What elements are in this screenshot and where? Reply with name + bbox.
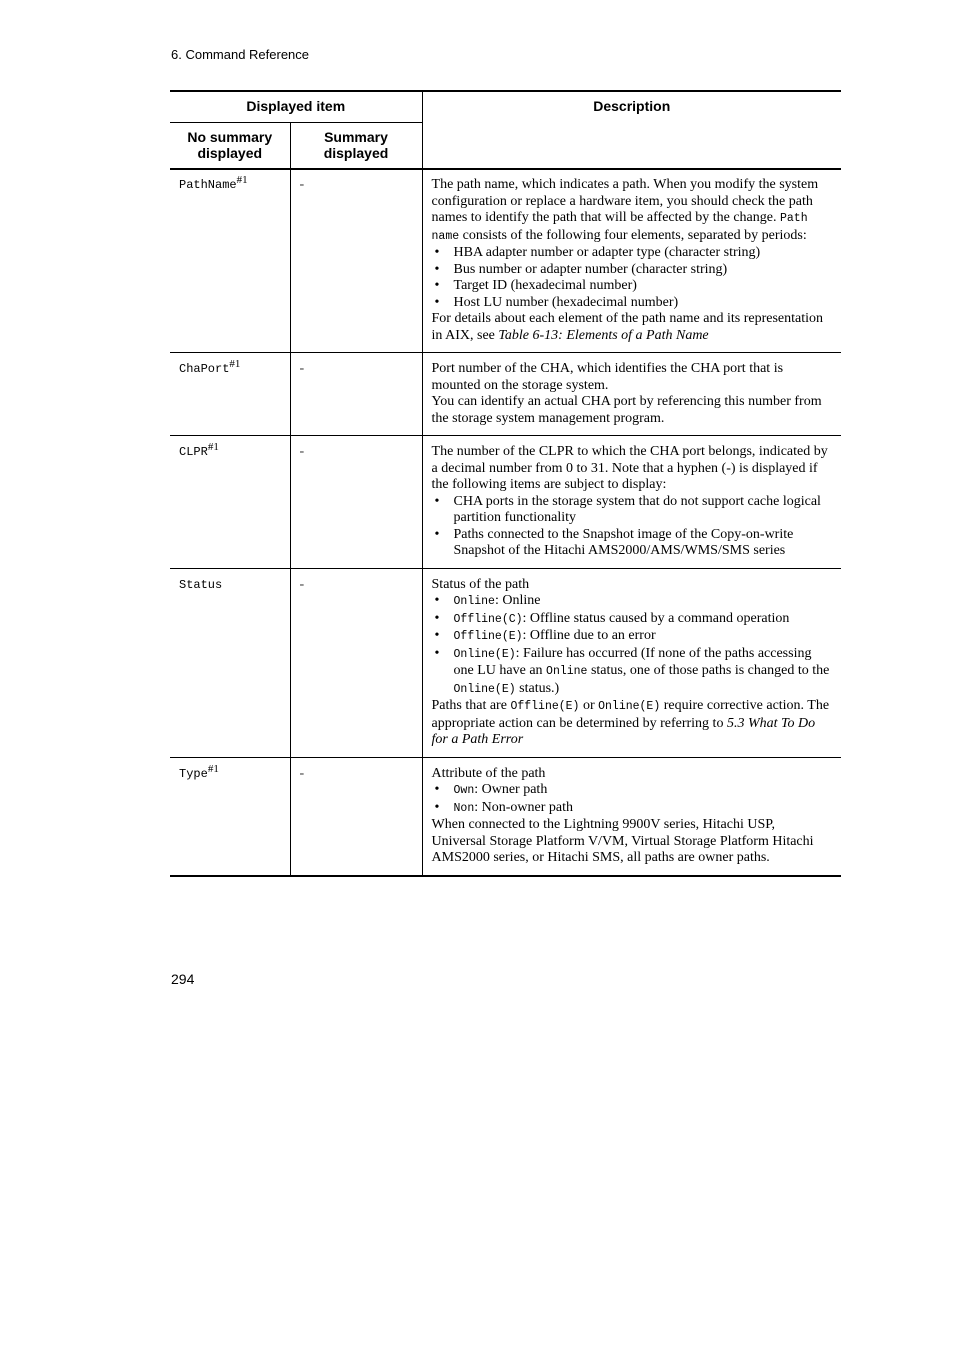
item-name: PathName — [179, 178, 237, 192]
description-cell — [422, 757, 841, 876]
code-text: Offline(C) — [453, 612, 523, 626]
description-paragraph — [432, 311, 833, 344]
list-item — [432, 800, 833, 818]
list-item: • CHA ports in the storage system that do not support cache logical partition functionality — [432, 494, 833, 527]
text: : Offline status caused by a command operation — [522, 610, 790, 626]
bullet-list — [432, 494, 833, 560]
bullet-list — [432, 245, 833, 311]
code-text: Online(E) — [453, 647, 516, 661]
summary-cell: - — [290, 169, 422, 353]
list-item: • Host LU number (hexadecimal number) — [432, 295, 833, 312]
item-name: CLPR — [179, 445, 208, 459]
code-text: Offline(E) — [510, 700, 580, 713]
text: The path name, which indicates a path. When you modify the system configuration or replace a hardware item, you should check the path names to identify the path that will be affected by the change. — [431, 177, 819, 225]
footnote-marker: #1 — [236, 174, 248, 186]
text: consists of the following four elements, separated by periods: — [459, 227, 807, 243]
list-item — [432, 593, 833, 611]
table-row — [170, 568, 841, 757]
footnote-marker: #1 — [207, 762, 219, 775]
code-text: Online — [453, 595, 495, 608]
item-name-cell — [170, 169, 290, 353]
description-paragraph: Attribute of the path — [431, 765, 546, 781]
code-text: Own — [453, 784, 475, 797]
description-cell — [422, 436, 841, 569]
code-text: Offline(E) — [453, 630, 523, 643]
text: : Failure has occurred (If none of the paths accessing one LU have an — [453, 645, 812, 678]
cross-reference: 5.3 What To Do for a Path Error — [431, 715, 816, 747]
table-header-row — [170, 91, 841, 122]
item-name-cell — [170, 436, 290, 569]
header-displayed-item: Displayed item — [170, 91, 422, 122]
text: or — [579, 698, 599, 713]
footnote-marker: #1 — [229, 358, 241, 370]
description-paragraph: Status of the path — [431, 576, 530, 592]
text: status, one of those paths is changed to the — [587, 663, 830, 678]
table-row — [170, 757, 841, 876]
table-row — [170, 169, 841, 353]
item-name-cell — [170, 757, 290, 876]
header-no-summary-line1: No summary — [187, 128, 273, 145]
list-item: • HBA adapter number or adapter type (character string) — [432, 245, 833, 262]
text: : Online — [494, 593, 541, 608]
description-paragraph: Port number of the CHA, which identifies the CHA port that is mounted on the storage system. — [431, 361, 784, 393]
summary-cell: - — [290, 353, 422, 436]
item-name: Type — [179, 766, 208, 781]
description-paragraph — [432, 698, 833, 749]
text: For details about each element of the path name and its representation in AIX, see — [431, 311, 823, 343]
cross-reference: Table 6-13: Elements of a Path Name — [498, 327, 709, 343]
summary-cell: - — [290, 568, 422, 757]
description-paragraph: When connected to the Lightning 9900V series, Hitachi USP, Universal Storage Platform V/VM, Virtual Storage Platform Hitachi AMS2000 series, or Hitachi SMS, all paths are owner paths. — [431, 817, 814, 865]
code-text: Non — [453, 801, 475, 815]
item-name: Status — [179, 577, 223, 592]
text: : Non-owner path — [474, 799, 573, 815]
list-item: • Bus number or adapter number (character string) — [432, 262, 833, 279]
description-paragraph: You can identify an actual CHA port by referencing this number from the storage system management program. — [431, 394, 822, 426]
code-text: Path name — [431, 212, 808, 243]
description-cell — [422, 353, 841, 436]
description-cell — [422, 169, 841, 353]
description-paragraph — [432, 177, 833, 245]
bullet-list — [432, 593, 833, 698]
header-no-summary-line2: displayed — [197, 144, 263, 161]
bullet-list — [432, 782, 833, 817]
summary-cell: - — [290, 757, 422, 876]
list-item: • Paths connected to the Snapshot image of the Copy-on-write Snapshot of the Hitachi AMS2000/AMS/WMS/SMS series — [432, 527, 833, 560]
header-summary-line1: Summary — [324, 128, 388, 145]
list-item — [432, 628, 833, 646]
displayed-items-table — [170, 90, 841, 877]
list-item — [432, 782, 833, 800]
header-no-summary — [170, 122, 290, 169]
footnote-marker: #1 — [207, 441, 219, 453]
item-name-cell — [170, 353, 290, 436]
description-cell — [422, 568, 841, 757]
list-item — [432, 646, 833, 699]
running-header: 6. Command Reference — [171, 47, 310, 62]
text: : Owner path — [474, 782, 548, 797]
text: Paths that are — [431, 698, 511, 713]
item-name: ChaPort — [179, 362, 230, 376]
list-item: • Target ID (hexadecimal number) — [432, 278, 833, 295]
code-text: Online — [546, 665, 588, 678]
item-name-cell — [170, 568, 290, 757]
text: : Offline due to an error — [522, 628, 656, 643]
list-item — [432, 611, 833, 629]
text: require corrective action. The appropriate action can be determined by referring to — [431, 698, 830, 731]
header-summary-line2: displayed — [323, 144, 389, 161]
summary-cell: - — [290, 436, 422, 569]
description-paragraph: The number of the CLPR to which the CHA port belongs, indicated by a decimal number from 0 to 31. Note that a hyphen (-) is displayed if the following items are subject to display: — [431, 444, 828, 492]
header-summary — [290, 122, 422, 169]
code-text: Online(E) — [598, 700, 661, 713]
table-row — [170, 436, 841, 569]
page-number: 294 — [171, 971, 195, 987]
text: status.) — [515, 680, 560, 696]
header-description: Description — [422, 91, 841, 169]
code-text: Online(E) — [453, 682, 516, 696]
table-row — [170, 353, 841, 436]
